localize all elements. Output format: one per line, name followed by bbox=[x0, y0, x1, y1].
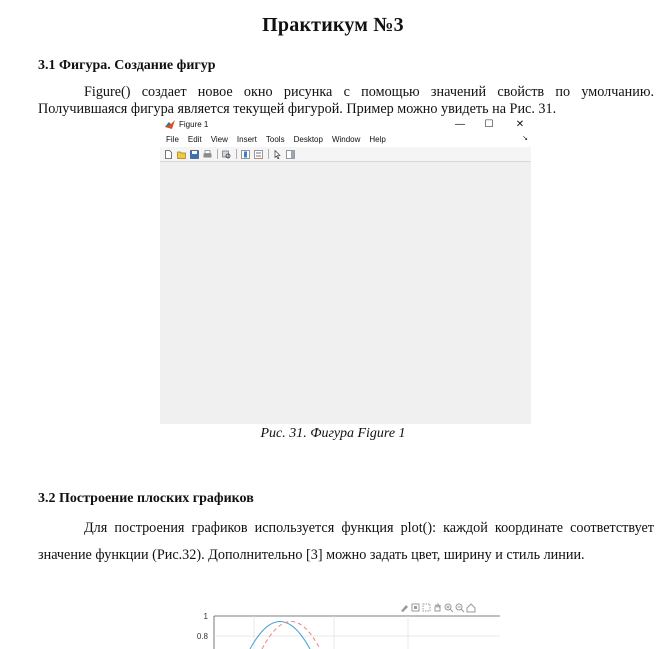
insert-colorbar-icon[interactable] bbox=[241, 150, 250, 159]
home-icon[interactable] bbox=[467, 604, 475, 612]
zoom-out-icon[interactable] bbox=[456, 604, 464, 612]
menu-window[interactable]: Window bbox=[331, 135, 361, 144]
data-tip-icon[interactable] bbox=[412, 604, 419, 611]
print-preview-icon[interactable] bbox=[222, 150, 231, 159]
section-1-heading: 3.1 Фигура. Создание фигур bbox=[38, 58, 216, 73]
axes-toolbar bbox=[401, 604, 475, 612]
plot-tools-icon[interactable] bbox=[286, 150, 295, 159]
section-2-paragraph-text: Для построения графиков используется функция plot(): каждой координате соответствует значение функции (Рис.32). Дополнительно [3] можно задать цвет, ширину и стиль линии. bbox=[38, 520, 654, 563]
figure-title: Figure 1 bbox=[179, 120, 209, 129]
save-icon[interactable] bbox=[190, 150, 199, 159]
brush-icon[interactable] bbox=[401, 605, 408, 612]
figure-caption: Рис. 31. Фигура Figure 1 bbox=[260, 426, 406, 441]
toolbar-separator bbox=[236, 149, 237, 159]
minimize-button[interactable]: — bbox=[455, 119, 465, 130]
print-icon[interactable] bbox=[203, 150, 212, 159]
zoom-in-icon[interactable] bbox=[445, 604, 453, 612]
figure-titlebar bbox=[160, 118, 531, 132]
menu-tools[interactable]: Tools bbox=[265, 135, 285, 144]
section-2-heading: 3.2 Построение плоских графиков bbox=[38, 491, 254, 506]
matlab-logo-icon bbox=[165, 120, 175, 129]
pan-icon[interactable] bbox=[435, 604, 440, 611]
open-file-icon[interactable] bbox=[177, 150, 186, 159]
figure-canvas[interactable] bbox=[160, 162, 531, 424]
y-tick-label-08: 0.8 bbox=[196, 632, 208, 641]
close-button[interactable]: ✕ bbox=[515, 119, 525, 130]
section-1-paragraph bbox=[38, 84, 654, 118]
page-title: Практикум №3 bbox=[262, 14, 404, 36]
figure-toolbar bbox=[160, 147, 531, 162]
menu-edit[interactable]: Edit bbox=[187, 135, 202, 144]
maximize-button[interactable]: ☐ bbox=[484, 119, 494, 130]
menu-file[interactable]: File bbox=[166, 135, 179, 144]
toolbar-separator bbox=[268, 149, 269, 159]
plot-preview bbox=[180, 598, 500, 649]
toolbar-separator bbox=[217, 149, 218, 159]
menu-insert[interactable]: Insert bbox=[236, 135, 257, 144]
new-figure-icon[interactable] bbox=[164, 150, 173, 159]
pin-menu-icon[interactable]: ↘ bbox=[522, 135, 528, 142]
insert-legend-icon[interactable] bbox=[254, 150, 263, 159]
menu-help[interactable]: Help bbox=[369, 135, 386, 144]
zoom-box-icon[interactable] bbox=[423, 604, 430, 611]
menu-desktop[interactable]: Desktop bbox=[293, 135, 323, 144]
plot-axes bbox=[197, 612, 500, 649]
figure-menubar bbox=[160, 132, 531, 147]
plot-svg bbox=[180, 598, 500, 649]
y-tick-label-1: 1 bbox=[203, 612, 208, 621]
edit-plot-arrow-icon[interactable] bbox=[273, 150, 282, 159]
section-2-paragraph bbox=[38, 515, 654, 569]
menu-view[interactable]: View bbox=[210, 135, 228, 144]
section-1-paragraph-text: Figure() создает новое окно рисунка с помощью значений свойств по умолчанию. Получившаяся фигура является текущей фигурой. Пример можно увидеть на Рис. 31. bbox=[38, 84, 654, 117]
figure-window bbox=[160, 118, 531, 424]
